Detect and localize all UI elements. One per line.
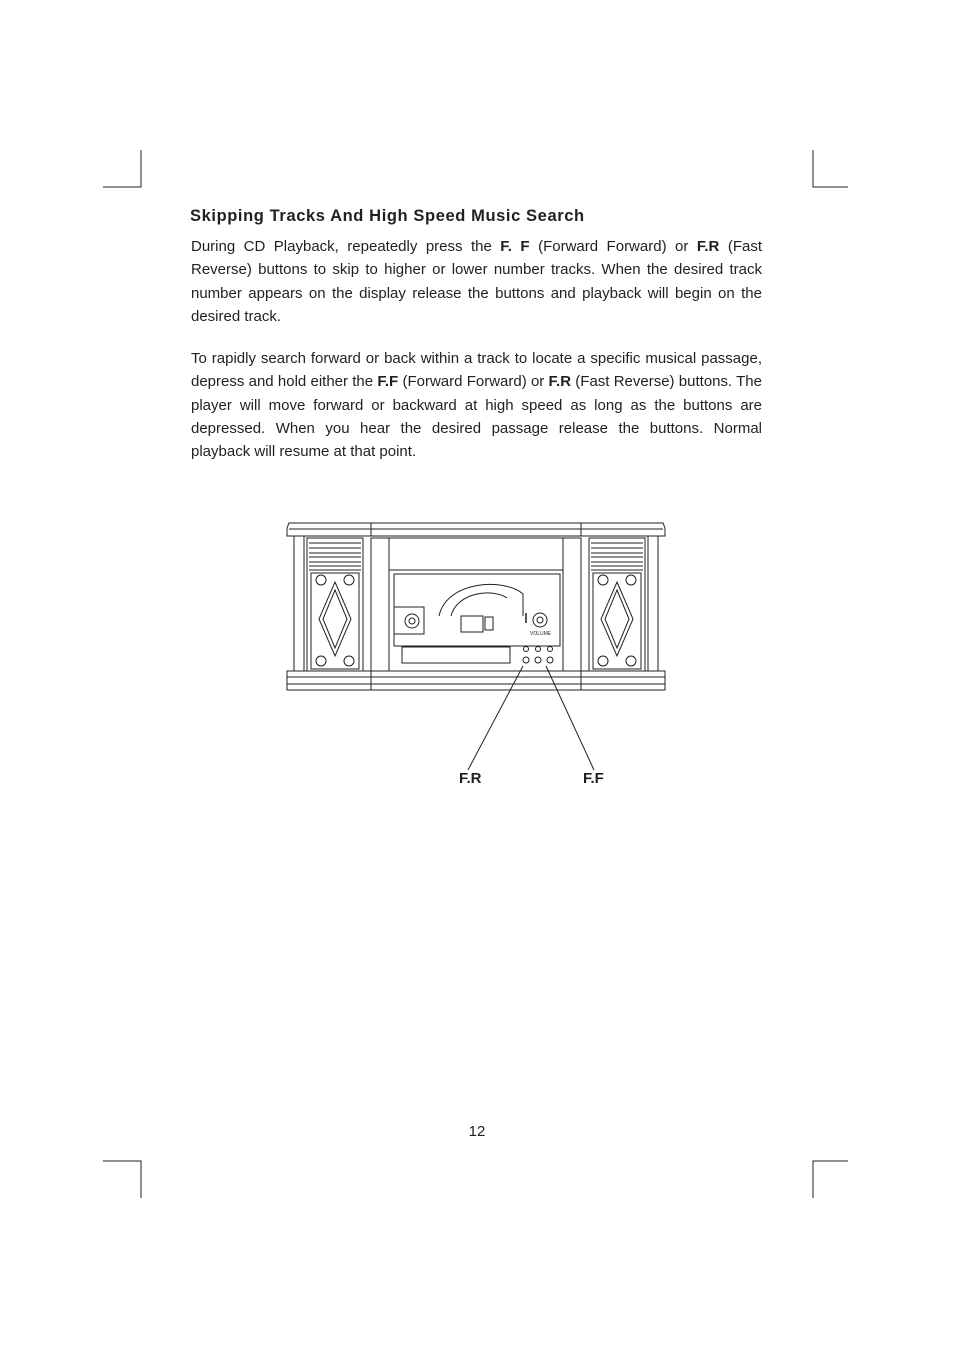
- crop-mark-top-left: [103, 150, 143, 188]
- fr-term: F.R: [548, 373, 572, 391]
- page-number: 12: [468, 1123, 486, 1140]
- paragraph-high-speed-search: To rapidly search forward or back within a track to locate a specific musical passage, depress and hold either the F.F (Forward Forward) or F.R (Fast Reverse) buttons. The player will move forward or backward at high speed as long as the buttons are depressed. When you hear the desired passage release the buttons. Normal playback will resume at that point.: [191, 350, 762, 461]
- crop-mark-top-right: [811, 150, 851, 188]
- crop-mark-bottom-left: [103, 1160, 143, 1198]
- crop-mark-bottom-right: [811, 1160, 851, 1198]
- volume-label: VOLUME: [530, 631, 552, 637]
- paragraph-track-skip: During CD Playback, repeatedly press the F. F (Forward Forward) or F.R (Fast Reverse) buttons to skip to higher or lower number tracks. When the desired track number appears on the display release the buttons and playback will begin on the desired track.: [191, 238, 762, 325]
- section-heading: Skipping Tracks And High Speed Music Search: [190, 207, 585, 225]
- fr-term: F.R: [696, 238, 720, 255]
- ff-term: F.F: [377, 373, 399, 391]
- ff-callout-label: F.F: [583, 770, 604, 787]
- fr-callout-label: F.R: [459, 770, 482, 787]
- ff-term: F. F: [500, 238, 530, 255]
- stereo-front-panel-illustration: [285, 520, 669, 787]
